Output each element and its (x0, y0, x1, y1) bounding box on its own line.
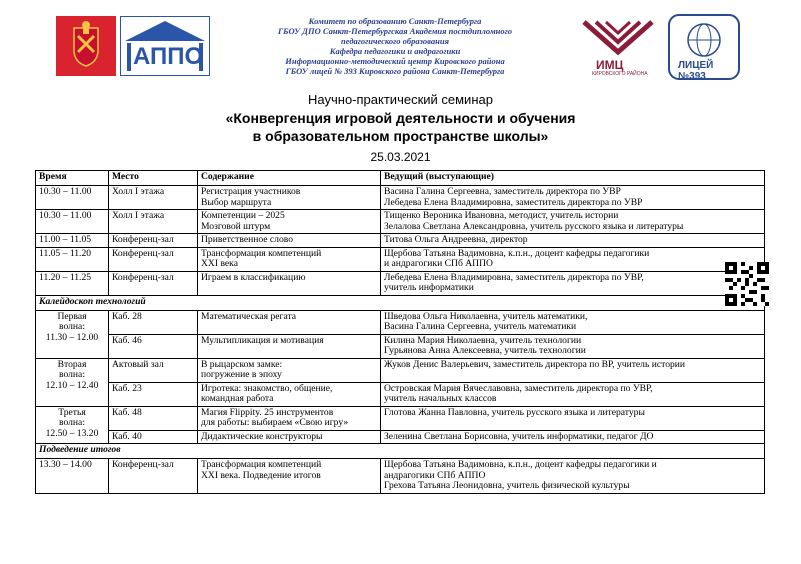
cell-speaker: Васина Галина Сергеевна, заместитель директора по УВР Лебедева Елена Владимировна, заместитель директора по УВР (381, 186, 765, 210)
cell-content: Математическая регата (198, 310, 381, 334)
schedule-table (35, 170, 765, 494)
cell-place: Каб. 40 (109, 430, 198, 444)
cell-speaker: Жуков Денис Валерьевич, заместитель директора по ВР, учитель истории (381, 358, 765, 382)
cell-speaker: Щербова Татьяна Вадимовна, к.п.н., доцент кафедры педагогики и андрагогики СПб АППО Грехова Татьяна Леонидовна, учитель физической культуры (381, 459, 765, 494)
event-title-line2: в образовательном пространстве школы» (252, 128, 549, 144)
table-row (36, 406, 765, 430)
cell-content: Регистрация участников Выбор маршрута (198, 186, 381, 210)
cell-content: Игротека: знакомство, общение, командная работа (198, 382, 381, 406)
cell-content: Мультипликация и мотивация (198, 334, 381, 358)
cell-content: Приветственное слово (198, 234, 381, 248)
cell-speaker: Шведова Ольга Николаевна, учитель математики, Васина Галина Сергеевна, учитель математики (381, 310, 765, 334)
cell-place: Конференц-зал (109, 459, 198, 494)
table-row (36, 271, 765, 295)
imc-logo (578, 16, 658, 78)
cell-place: Актовый зал (109, 358, 198, 382)
cell-speaker: Тищенко Вероника Ивановна, методист, учитель истории Зелалова Светлана Александровна, учитель русского языка и литературы (381, 210, 765, 234)
spb-coat-of-arms-logo (56, 16, 116, 76)
cell-place: Конференц-зал (109, 234, 198, 248)
cell-content: Играем в классификацию (198, 271, 381, 295)
cell-place: Конференц-зал (109, 271, 198, 295)
section-row (36, 444, 765, 459)
section-row (36, 295, 765, 310)
table-row (36, 210, 765, 234)
cell-place: Каб. 46 (109, 334, 198, 358)
cell-content: В рыцарском замке: погружение в эпоху (198, 358, 381, 382)
cell-speaker: Титова Ольга Андреевна, директор (381, 234, 765, 248)
wave-label: Третья волна: 12.50 – 13.20 (36, 406, 109, 444)
cell-speaker: Глотова Жанна Павловна, учитель русского языка и литературы (381, 406, 765, 430)
imc-logo-text: ИМЦ (596, 58, 624, 72)
organizer-line: педагогического образования (341, 36, 449, 46)
wave-label: Вторая волна: 12.10 – 12.40 (36, 358, 109, 406)
table-row (36, 358, 765, 382)
table-row (36, 186, 765, 210)
table-row (36, 234, 765, 248)
header-place: Место (109, 171, 198, 186)
cell-time: 10.30 – 11.00 (36, 210, 109, 234)
table-header-row (36, 171, 765, 186)
cell-content: Трансформация компетенций XXI века (198, 247, 381, 271)
cell-time: 10.30 – 11.00 (36, 186, 109, 210)
cell-content: Дидактические конструкторы (198, 430, 381, 444)
appo-logo (120, 16, 210, 76)
header-speaker: Ведущий (выступающие) (381, 171, 765, 186)
imc-logo-subtext: КИРОВСКОГО РАЙОНА (592, 71, 648, 77)
cell-time: 11.20 – 11.25 (36, 271, 109, 295)
table-row (36, 247, 765, 271)
table-row (36, 459, 765, 494)
table-row (36, 334, 765, 358)
cell-place: Каб. 23 (109, 382, 198, 406)
cell-speaker: Лебедева Елена Владимировна, заместитель директора по УВР, учитель информатики (381, 271, 765, 295)
section-title-kaleidoscope: Калейдоскоп технологий (36, 295, 765, 310)
organizer-line: Кафедра педагогики и андрагогики (329, 46, 461, 56)
event-title-line1: «Конвергенция игровой деятельности и обучения (225, 110, 576, 126)
organizer-line: ГБОУ ДПО Санкт-Петербургская Академия постдипломного (277, 26, 513, 36)
qr-code (725, 262, 769, 306)
organizer-line: ГБОУ лицей № 393 Кировского района Санкт-Петербурга (285, 66, 505, 76)
header-content: Содержание (198, 171, 381, 186)
event-kind: Научно-практический семинар (308, 92, 493, 107)
table-row (36, 310, 765, 334)
cell-time: 13.30 – 14.00 (36, 459, 109, 494)
cell-time: 11.05 – 11.20 (36, 247, 109, 271)
table-row (36, 430, 765, 444)
cell-speaker: Зеленина Светлана Борисовна, учитель информатики, педагог ДО (381, 430, 765, 444)
cell-speaker: Щербова Татьяна Вадимовна, к.п.н., доцент кафедры педагогики и андрагогики СПб АППО (381, 247, 765, 271)
lyceum-393-logo (668, 14, 740, 80)
cell-place: Холл I этажа (109, 186, 198, 210)
table-row (36, 382, 765, 406)
lyceum-logo-text: ЛИЦЕЙ №393 (678, 60, 714, 82)
cell-place: Каб. 48 (109, 406, 198, 430)
appo-logo-text: АППО (133, 43, 204, 70)
wave-label: Первая волна: 11.30 – 12.00 (36, 310, 109, 358)
organizer-line: Информационно-методический центр Кировского района (285, 56, 505, 66)
organizers-block (220, 16, 570, 76)
event-date: 25.03.2021 (370, 150, 431, 164)
section-title-summary: Подведение итогов (36, 444, 765, 459)
cell-content: Компетенции – 2025 Мозговой штурм (198, 210, 381, 234)
cell-content: Магия Flippity. 25 инструментов для работы: выбираем «Свою игру» (198, 406, 381, 430)
cell-place: Каб. 28 (109, 310, 198, 334)
cell-time: 11.00 – 11.05 (36, 234, 109, 248)
cell-place: Холл I этажа (109, 210, 198, 234)
cell-content: Трансформация компетенций XXI века. Подведение итогов (198, 459, 381, 494)
header-time: Время (36, 171, 109, 186)
cell-speaker: Килина Мария Николаевна, учитель технологии Гурьянова Анна Алексеевна, учитель технологии (381, 334, 765, 358)
cell-speaker: Островская Мария Вячеславовна, заместитель директора по УВР, учитель начальных классов (381, 382, 765, 406)
cell-place: Конференц-зал (109, 247, 198, 271)
organizer-line: Комитет по образованию Санкт-Петербурга (308, 16, 482, 26)
